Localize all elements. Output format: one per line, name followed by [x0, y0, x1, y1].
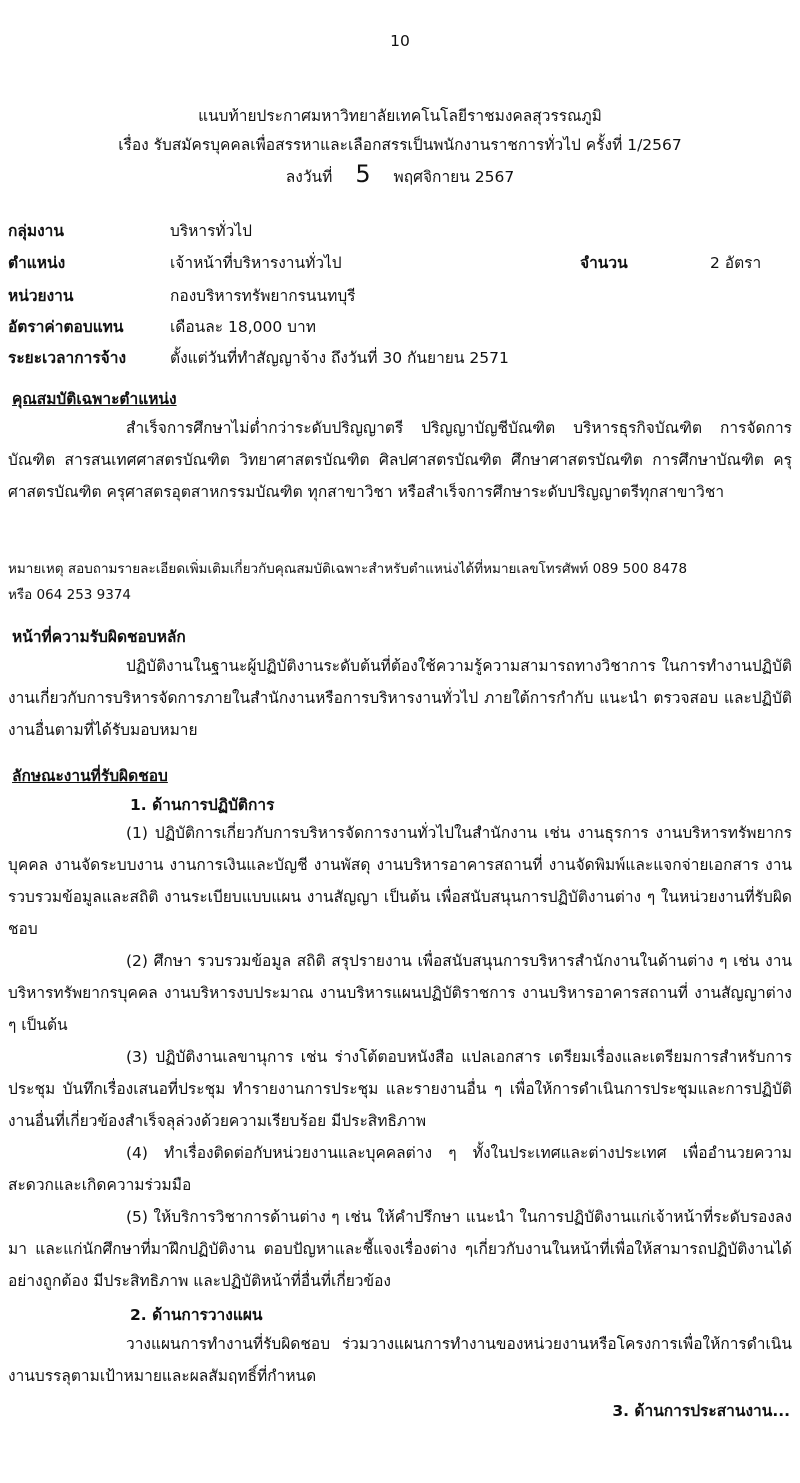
qualification-text: สำเร็จการศึกษาไม่ต่ำกว่าระดับปริญญาตรี ปริญญาบัญชีบัณฑิต บริหารธุรกิจบัณฑิต การจัดการบัณฑิต สารสนเทศศาสตรบัณฑิต วิทยาศาสตรบัณฑิต ศิลปศาสตรบัณฑิต ศึกษาศาสตรบัณฑิต การศึกษาบัณฑิต ครุศาสตรบัณฑิต ครุศาสตรอุตสาหกรรมบัณฑิต ทุกสาขาวิชา หรือสำเร็จการศึกษาระดับปริญญาตรีทุกสาขาวิชา [8, 419, 792, 501]
duty-item-1-text: (1) ปฏิบัติการเกี่ยวกับการบริหารจัดการงานทั่วไปในสำนักงาน เช่น งานธุรการ งานบริหารทรัพยากรบุคคล งานจัดระบบงาน งานการเงินและบัญชี งานพัสดุ งานบริหารอาคารสถานที่ งานจัดพิมพ์และแจกจ่ายเอกสาร งานรวบรวมข้อมูลและสถิติ งานระเบียบแบบแผน งานสัญญา เป็นต้น เพื่อสนับสนุนการปฏิบัติงานต่าง ๆ ในหน่วยงานที่รับผิดชอบ [8, 824, 792, 938]
field-label-term: ระยะเวลาการจ้าง [8, 349, 127, 367]
duty-item-5 [8, 1201, 792, 1297]
duties-heading: ลักษณะงานที่รับผิดชอบ [12, 767, 168, 785]
duty-item-1 [8, 817, 792, 945]
qualification-heading: คุณสมบัติเฉพาะตำแหน่ง [12, 390, 177, 408]
duty-item-3-text: (3) ปฏิบัติงานเลขานุการ เช่น ร่างโต้ตอบหนังสือ แปลเอกสาร เตรียมเรื่องและเตรียมการสำหรับการประชุม บันทึกเรื่องเสนอที่ประชุม ทำรายงานการประชุม และรายงานอื่น ๆ เพื่อให้การดำเนินการประชุมและการปฏิบัติงานอื่นที่เกี่ยวข้องสำเร็จลุล่วงด้วยความเรียบร้อย มีประสิทธิภาพ [8, 1048, 792, 1130]
responsibility-body [8, 650, 792, 746]
field-value-position: เจ้าหน้าที่บริหารงานทั่วไป [170, 254, 342, 272]
field-label-unit: หน่วยงาน [8, 287, 74, 305]
duty-item-2-text: (2) ศึกษา รวบรวมข้อมูล สถิติ สรุปรายงาน เพื่อสนับสนุนการบริหารสำนักงานในด้านต่าง ๆ เช่น งานบริหารทรัพยากรบุคคล งานบริหารงบประมาณ งานบริหารแผนปฏิบัติราชการ งานบริหารอาคารสถานที่ งานสัญญาต่าง ๆ เป็นต้น [8, 952, 792, 1034]
duty-item-4 [8, 1137, 792, 1201]
quota-label: จำนวน [580, 254, 628, 272]
duty-item-2 [8, 945, 792, 1041]
section-2-title: 2. ด้านการวางแผน [130, 1306, 263, 1324]
duty-item-3 [8, 1041, 792, 1137]
qualification-body [8, 412, 792, 508]
field-label-group: กลุ่มงาน [8, 222, 64, 240]
field-label-position: ตำแหน่ง [8, 254, 66, 272]
announcement-date [0, 160, 800, 189]
field-value-salary: เดือนละ 18,000 บาท [170, 318, 316, 336]
section-2-body [8, 1328, 792, 1392]
field-value-unit: กองบริหารทรัพยากรนนทบุรี [170, 287, 356, 305]
page-number: 10 [390, 32, 410, 50]
field-label-salary: อัตราค่าตอบแทน [8, 318, 124, 336]
duty-item-5-text: (5) ให้บริการวิชาการด้านต่าง ๆ เช่น ให้คำปรึกษา แนะนำ ในการปฏิบัติงานแก่เจ้าหน้าที่ระดับรองลงมา และแก่นักศึกษาที่มาฝึกปฏิบัติงาน ตอบปัญหาและชี้แจงเรื่องต่าง ๆเกี่ยวกับงานในหน้าที่เพื่อให้สามารถปฏิบัติงานได้อย่างถูกต้อง มีประสิทธิภาพ และปฏิบัติหน้าที่อื่นที่เกี่ยวข้อง [8, 1208, 792, 1290]
section-2-text: วางแผนการทำงานที่รับผิดชอบ ร่วมวางแผนการทำงานของหน่วยงานหรือโครงการเพื่อให้การดำเนินงานบรรลุตามเป้าหมายและผลสัมฤทธิ์ที่กำหนด [8, 1335, 792, 1385]
duty-item-4-text: (4) ทำเรื่องติดต่อกับหน่วยงานและบุคคลต่าง ๆ ทั้งในประเทศและต่างประเทศ เพื่ออำนวยความสะดวกและเกิดความร่วมมือ [8, 1144, 792, 1194]
date-day: 5 [355, 160, 371, 188]
announcement-subject: เรื่อง รับสมัครบุคคลเพื่อสรรหาและเลือกสรรเป็นพนักงานราชการทั่วไป ครั้งที่ 1/2567 [118, 136, 682, 154]
note-line-2: หรือ 064 253 9374 [8, 587, 132, 603]
announcement-title: แนบท้ายประกาศมหาวิทยาลัยเทคโนโลยีราชมงคลสุวรรณภูมิ [198, 107, 602, 125]
date-rest: พฤศจิกายน 2567 [393, 168, 515, 186]
quota-value: 2 อัตรา [710, 254, 762, 272]
section-1-title: 1. ด้านการปฏิบัติการ [130, 796, 275, 814]
field-value-term: ตั้งแต่วันที่ทำสัญญาจ้าง ถึงวันที่ 30 กันยายน 2571 [170, 349, 509, 367]
note-line-1: หมายเหตุ สอบถามรายละเอียดเพิ่มเติมเกี่ยวกับคุณสมบัติเฉพาะสำหรับตำแหน่งได้ที่หมายเลขโทรศัพท์ 089 500 8478 [8, 561, 688, 577]
field-value-group: บริหารทั่วไป [170, 222, 252, 240]
responsibility-heading: หน้าที่ความรับผิดชอบหลัก [12, 628, 186, 646]
date-prefix: ลงวันที่ [285, 168, 333, 186]
continuation-label: 3. ด้านการประสานงาน... [612, 1402, 790, 1420]
responsibility-text: ปฏิบัติงานในฐานะผู้ปฏิบัติงานระดับต้นที่ต้องใช้ความรู้ความสามารถทางวิชาการ ในการทำงานปฏิบัติงานเกี่ยวกับการบริหารจัดการภายในสำนักงานหรือการบริหารงานทั่วไป ภายใต้การกำกับ แนะนำ ตรวจสอบ และปฏิบัติงานอื่นตามที่ได้รับมอบหมาย [8, 657, 792, 739]
